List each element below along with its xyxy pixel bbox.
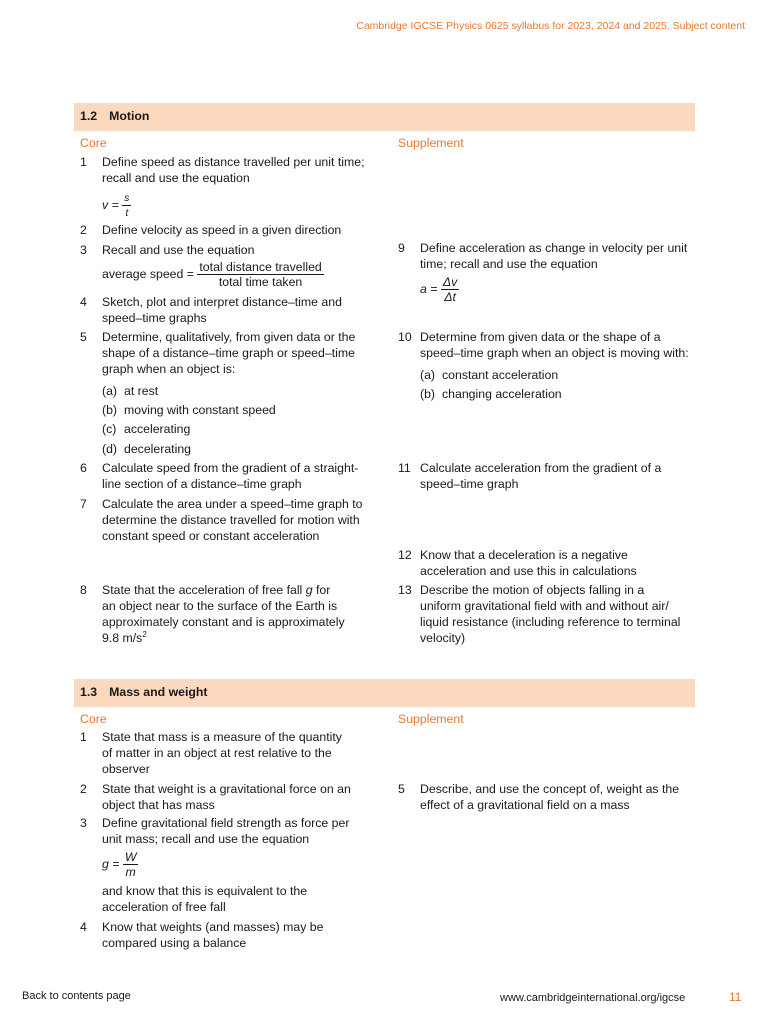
- supplement-label: Supplement: [398, 712, 464, 726]
- sub-item-text: accelerating: [124, 422, 191, 436]
- item-text: State that the acceleration of free fall g for: [102, 583, 331, 597]
- item-text: Define acceleration as change in velocity per unit: [420, 241, 688, 255]
- supplement-label: Supplement: [398, 136, 464, 150]
- item-number: 3: [80, 243, 87, 257]
- equation-lhs: a =: [420, 281, 438, 296]
- item-number: 7: [80, 497, 87, 511]
- sub-item-marker: (d): [102, 442, 118, 456]
- equation-lhs: average speed =: [102, 266, 194, 281]
- item-text: Determine, qualitatively, from given data or the: [102, 330, 356, 344]
- sub-item-marker: (a): [102, 384, 118, 398]
- item-text: recall and use the equation: [102, 171, 250, 185]
- equation-field-strength: [102, 850, 138, 879]
- sub-item-text: constant acceleration: [442, 368, 559, 382]
- back-to-contents-link[interactable]: Back to contents page: [22, 990, 131, 1002]
- item-text: and know that this is equivalent to the: [102, 884, 308, 898]
- item-text: Calculate speed from the gradient of a straight-: [102, 461, 359, 475]
- item-text: constant speed or constant acceleration: [102, 529, 320, 543]
- item-number: 5: [80, 330, 87, 344]
- item-text: Describe, and use the concept of, weight as the: [420, 782, 680, 796]
- sub-item-text: at rest: [124, 384, 159, 398]
- equation-denominator: t: [125, 207, 129, 219]
- item-text: approximately constant and is approximately: [102, 615, 345, 629]
- item-text: Recall and use the equation: [102, 243, 255, 257]
- item-text: acceleration of free fall: [102, 900, 226, 914]
- item-text: determine the distance travelled for motion with: [102, 513, 360, 527]
- equation-denominator: total time taken: [218, 275, 303, 289]
- item-number: 6: [80, 461, 87, 475]
- item-text: observer: [102, 762, 150, 776]
- item-text: Calculate the area under a speed–time graph to: [102, 497, 363, 511]
- item-text: unit mass; recall and use the equation: [102, 832, 310, 846]
- core-label: Core: [80, 712, 107, 726]
- item-text: Define gravitational field strength as force per: [102, 816, 350, 830]
- sub-item-marker: (b): [420, 387, 436, 401]
- item-text: speed–time graphs: [102, 311, 207, 325]
- item-text: Calculate acceleration from the gradient of a: [420, 461, 662, 475]
- section-heading-motion: [80, 108, 149, 124]
- sub-item-text: moving with constant speed: [124, 403, 276, 417]
- item-number: 4: [80, 295, 87, 309]
- section-title: Mass and weight: [109, 685, 208, 699]
- item-number: 1: [80, 730, 87, 744]
- item-number: 1: [80, 155, 87, 169]
- item-text: time; recall and use the equation: [420, 257, 598, 271]
- section-number: 1.2: [80, 109, 98, 123]
- item-text: acceleration and use this in calculations: [420, 564, 637, 578]
- page-number: 11: [729, 990, 742, 1004]
- item-number: 13: [398, 583, 412, 597]
- equation-denominator: Δt: [444, 290, 456, 304]
- running-header: Cambridge IGCSE Physics 0625 syllabus for 2023, 2024 and 2025. Subject content: [356, 20, 745, 32]
- item-text: Define speed as distance travelled per unit time;: [102, 155, 365, 169]
- item-number: 2: [80, 782, 87, 796]
- equation-numerator: W: [124, 850, 137, 864]
- section-heading-mass: [80, 684, 208, 700]
- item-number: 10: [398, 330, 412, 344]
- item-text: State that mass is a measure of the quantity: [102, 730, 342, 744]
- item-text: State that weight is a gravitational force on an: [102, 782, 351, 796]
- sub-item-marker: (a): [420, 368, 436, 382]
- item-number: 9: [398, 241, 405, 255]
- core-label: Core: [80, 136, 107, 150]
- item-text: graph when an object is:: [102, 362, 236, 376]
- item-text: Describe the motion of objects falling in a: [420, 583, 645, 597]
- equation-speed: [102, 191, 131, 220]
- sub-item-text: decelerating: [124, 442, 191, 456]
- sub-item-marker: (b): [102, 403, 118, 417]
- equation-numerator: Δv: [442, 275, 458, 289]
- sub-item-text: changing acceleration: [442, 387, 562, 401]
- item-text: 9.8 $m/s^2$: [102, 629, 147, 645]
- item-number: 12: [398, 548, 412, 562]
- website-url[interactable]: www.cambridgeinternational.org/igcse: [500, 992, 686, 1004]
- item-text: velocity): [420, 631, 466, 645]
- item-text: Sketch, plot and interpret distance–time and: [102, 295, 342, 309]
- item-number: 11: [398, 461, 411, 475]
- equation-numerator: s: [124, 192, 130, 204]
- equation-denominator: m: [125, 865, 136, 879]
- equation-average-speed: [102, 260, 324, 289]
- item-number: 5: [398, 782, 405, 796]
- item-text: Determine from given data or the shape of a: [420, 330, 661, 344]
- item-text: line section of a distance–time graph: [102, 477, 302, 491]
- item-text: Define velocity as speed in a given direction: [102, 223, 342, 237]
- item-text: shape of a distance–time graph or speed–time: [102, 346, 355, 360]
- item-number: 4: [80, 920, 87, 934]
- section-title: Motion: [109, 109, 150, 123]
- item-text: compared using a balance: [102, 936, 247, 950]
- item-number: 3: [80, 816, 87, 830]
- item-number: 8: [80, 583, 87, 597]
- item-text: Know that weights (and masses) may be: [102, 920, 324, 934]
- sub-item-marker: (c): [102, 422, 117, 436]
- equation-numerator: total distance travelled: [199, 260, 322, 274]
- item-text: speed–time graph when an object is moving with:: [420, 346, 689, 360]
- item-number: 2: [80, 223, 87, 237]
- section-band-motion: [74, 103, 695, 131]
- item-text: speed–time graph: [420, 477, 519, 491]
- item-text: of matter in an object at rest relative to the: [102, 746, 332, 760]
- item-text: liquid resistance (including reference to terminal: [420, 615, 681, 629]
- equation-lhs: v =: [102, 197, 119, 212]
- section-number: 1.3: [80, 685, 98, 699]
- item-text: object that has mass: [102, 798, 215, 812]
- item-text: uniform gravitational field with and without air/: [420, 599, 669, 613]
- item-text: an object near to the surface of the Earth is: [102, 599, 338, 613]
- equation-acceleration: [420, 275, 459, 304]
- equation-lhs: g =: [102, 856, 120, 871]
- item-text: Know that a deceleration is a negative: [420, 548, 628, 562]
- item-text: effect of a gravitational field on a mass: [420, 798, 630, 812]
